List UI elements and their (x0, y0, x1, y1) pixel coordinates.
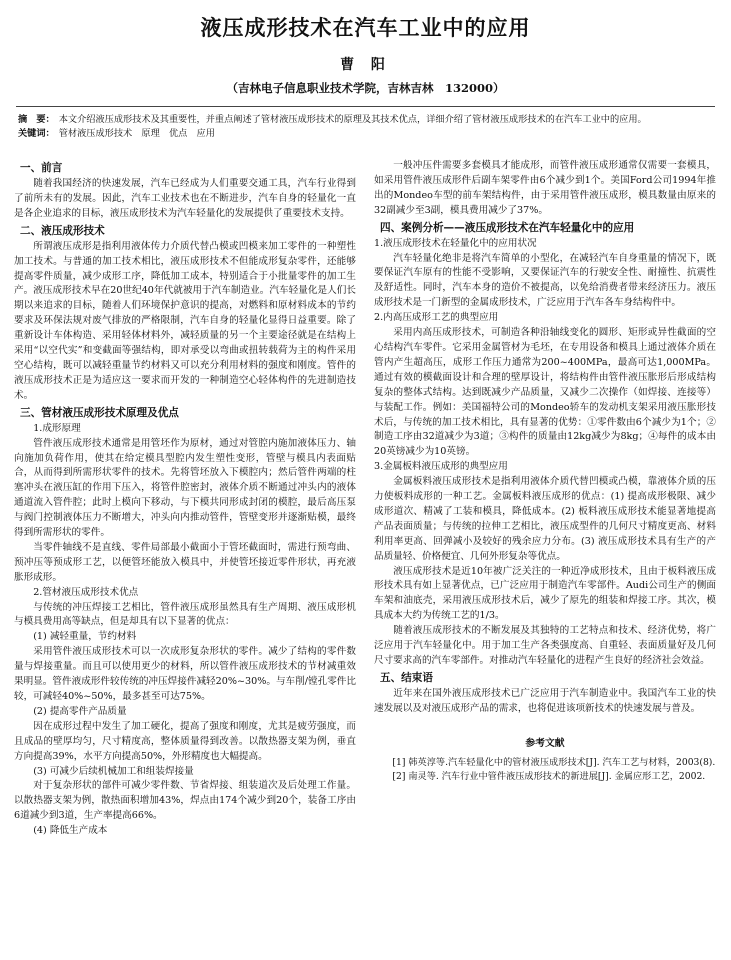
body-columns (14, 159, 717, 839)
paragraph: 采用内高压成形技术，可制造各种沿轴线变化的圆形、矩形或异性截面的空心结构汽车零件。它采用金属管材为毛坯，在专用设备和模具上通过液体介质在管内产生超高压，成形工作压力通常为200~400MPa，最高可达1,000MPa。通过有效的模截面设计和合理的壁厚设计，将结构件由管件液压胀形后形成结构复杂的整体式结构。达到既减少产品质量，又减少二次操作（如焊接、连接等）与装配工作。例如：美国福特公司的Mondeo轿车的发动机支架采用液压胀形技术后，与传统的加工技术相比，具有显著的优势：①零件数由6个减少为1个；②制造工序由32道减少为3道；③构件的质量由12kg减少为8kg；④每件的成本由20英镑减少为10英镑。 (374, 327, 716, 458)
paragraph: 采用管件液压成形技术可以一次成形复杂形状的零件。减少了结构的零件数量与焊接重量。而且可以使用更少的材料，所以管件液压成形技术的节材减重效果明显。管件液成形件较传统的冲压焊接件减轻20%~30%。与车削/镗孔零件比较，可减轻40%~50%，最多甚至可达75%。 (14, 646, 356, 702)
subsection-heading: 2.内高压成形工艺的典型应用 (374, 312, 499, 324)
reference-item: [2] 南灵等. 汽车行业中管件液压成形技术的新进展[J]. 金属应形工艺，2002. (392, 771, 706, 783)
section-heading-hydroforming: 二、液压成形技术 (20, 224, 105, 237)
keywords-line (18, 127, 713, 141)
paragraph: 随着我国经济的快速发展，汽车已经成为人们重要交通工具，汽车行业得到了前所未有的发展。因此，汽车工业技术也在不断进步，汽车自身的轻量化一直是各企业追求的目标，液压成形技术为汽车轻量化的发展提供了重要技术支持。 (14, 178, 356, 219)
paragraph: 金属板料液压成形技术是指利用液体介质代替凹模或凸模，靠液体介质的压力使板料成形的一种工艺。金属板料液压成形的优点：(1) 提高成形极限、减少成形道次、精减了工装和模具，降低成本。(2) 板料液压成形技术能显著地提高产品表面质量；与传统的拉伸工艺相比，液压成型件的几何尺寸精度更高、材料利用率更高、回弹减小及较好的残余应力分布。(3) 液压成形技术具有生产的产品质量轻、价格便宜、几何外形复杂等优点。 (374, 476, 716, 562)
left-column (14, 159, 356, 839)
paragraph: 因在成形过程中发生了加工硬化，提高了强度和刚度，尤其是疲劳强度，而且成品的壁厚均匀，尺寸精度高，整体质量得到改善。以散热器支架为例，垂直方向提高39%，水平方向提高50%，外形精度也大幅提高。 (14, 720, 356, 762)
paragraph: 当零件轴线不是直线、零件局部最小截面小于管坯截面时，需进行预弯曲、预冲压等预成形工艺，以便管坯能放入模具中，并使管坯接近零件形状，再充液胀形成形。 (14, 541, 356, 583)
header-divider (16, 106, 715, 107)
paragraph: 近年来在国外液压成形技术已广泛应用于汽车制造业中。我国汽车工业的快速发展以及对液压成形产品的需求，也将促进该项新技术的快速发展与普及。 (374, 687, 716, 714)
reference-item: [1] 韩英淳等.汽车轻量化中的管材液压成形技术[J]. 汽车工艺与材料，2003(8). (392, 756, 716, 768)
subsection-heading: 1.液压成形技术在轻量化中的应用状况 (374, 237, 537, 249)
abstract-label: 摘 要： (18, 114, 55, 125)
paragraph: 汽车轻量化绝非是将汽车简单的小型化，在减轻汽车自身重量的情况下，既要保证汽车原有的性能不受影响，又要保证汽车的行驶安全性、耐撞性、抗震性及舒适性。同时，汽车本身的造价不被提高，以免给消费者带来经济压力。液压成形技术是一门新型的金属成形技术，广泛应用于汽车各车身结构件中。 (374, 252, 716, 309)
abstract-text: 本文介绍液压成形技术及其重要性，并重点阐述了管材液压成形技术的原理及其技术优点，详细介绍了管材液压成形技术的在汽车工业中的应用。 (58, 114, 647, 125)
paragraph: 随着液压成形技术的不断发展及其独特的工艺特点和技术、经济优势，将广泛应用于汽车轻量化中。用于加工生产各类强度高、自重轻、表面质量好及几何尺寸要求高的汽车零部件。对推动汽车轻量化的进程产生良好的经济社会效益。 (374, 625, 716, 666)
abstract-block (18, 113, 713, 141)
paragraph: 对于复杂形状的部件可减少零件数、节省焊接、组装道次及后处理工作量。以散热器支架为例，散热面积增加43%，焊点由174个减少到20个，装备工序由6道减少到3道，生产率提高66%。 (14, 780, 356, 822)
abstract-paragraph (18, 113, 713, 127)
paragraph: 所谓液压成形是指利用液体传力介质代替凸模或凹模来加工零件的一种塑性加工技术。与普通的加工技术相比，液压成形技术不但能成形复杂零件，还能够提高零件质量，减少成形工序，降低加工成本，特别适合于小批量零件的加工生产。液压成形技术早在20世纪40年代就被用于汽车制造业。汽车轻量化是人们长期以来追求的目标，随着人们环境保护意识的提高，对燃料和原材料成本的节约要求及环保法规对废气排放的严格限制，汽车自身的轻量化显得日益重要。除了重新设计车体构造、采用轻体材料外，减轻质量的另一个主要途径就是在结构上采用“以空代实”和变截面等强结构，即对承受以弯曲或扭转载荷为主的构件采用空心结构，既可以减轻重量节约材料又可以充分利用材料的强度和刚度。管件的液压成形技术正是为适应这一要求而开发的一种制造空心轻体构件的先进制造技术。 (14, 240, 356, 401)
paragraph: 一般冲压件需要多套模具才能成形，而管件液压成形通常仅需要一套模具，如采用管件液压成形件后副车架零件由6个减少到1个。美国Ford公司1994年推出的Mondeo车型的前车架结构件，由于采用管件液压成形，模具数量由原来的32副减少至3副，模具费用减少了37%。 (374, 160, 716, 216)
subsection-heading: 1.成形原理 (33, 422, 81, 434)
right-column (374, 159, 716, 839)
section-heading-case-study: 四、案例分析——液压成形技术在汽车轻量化中的应用 (380, 221, 635, 234)
author-name: 曹 阳 (340, 57, 391, 73)
author-affiliation: （吉林电子信息职业技术学院，吉林吉林 132000） (226, 81, 505, 95)
references-title: 参考文献 (525, 737, 565, 749)
paper-title: 液压成形技术在汽车工业中的应用 (200, 16, 531, 40)
section-heading-conclusion: 五、结束语 (380, 671, 433, 684)
list-item-heading: (1) 减轻重量，节约材料 (33, 631, 137, 643)
keywords-text: 管材液压成形技术 原理 优点 应用 (58, 128, 215, 139)
section-heading-intro: 一、前言 (20, 162, 63, 174)
section-heading-tube-principle: 三、管材液压成形技术原理及优点 (20, 406, 179, 419)
keywords-label: 关键词： (18, 128, 55, 139)
paragraph: 与传统的冲压焊接工艺相比，管件液压成形虽然具有生产周期、液压成形机与模具费用高等缺点，但是却具有以下显著的优点： (14, 601, 356, 628)
list-item-heading: (2) 提高零件产品质量 (33, 705, 127, 717)
subsection-heading: 2.管材液压成形技术优点 (33, 586, 139, 598)
subsection-heading: 3.金属板料液压成形的典型应用 (374, 461, 508, 473)
list-item-heading: (3) 可减少后续机械加工和组装焊接量 (33, 765, 194, 777)
list-item-heading: (4) 降低生产成本 (33, 825, 108, 837)
paragraph: 管件液压成形技术通常是用管坯作为原材，通过对管腔内施加液体压力、轴向施加负荷作用，使其在给定模具型腔内发生塑性变形，管壁与模具内表面贴合，从而得到所需形状零件的技术。先将管坯放入下模腔内；然后管件两端的柱塞冲头在液压缸的作用下压入，将管件腔密封，液体介质不断通过冲头内的液体通道流入管件腔；此时上模向下移动，与下模共同形成封闭的模腔，最后高压泵与阀门控制液体压力不断增大，冲头向内推动管件，管壁变形并逐渐贴模，最终得到所需形状的零件。 (14, 437, 356, 539)
paragraph: 液压成形技术是近10年被广泛关注的一种近净成形技术，且由于板料液压成形技术具有如上显著优点，已广泛应用于制造汽车零部件。Audi公司生产的侧面车架和油底壳，采用液压成形技术后，减少了原先的组装和焊接工序。其次，模具成本大约为传统工艺的1/3。 (374, 565, 716, 622)
